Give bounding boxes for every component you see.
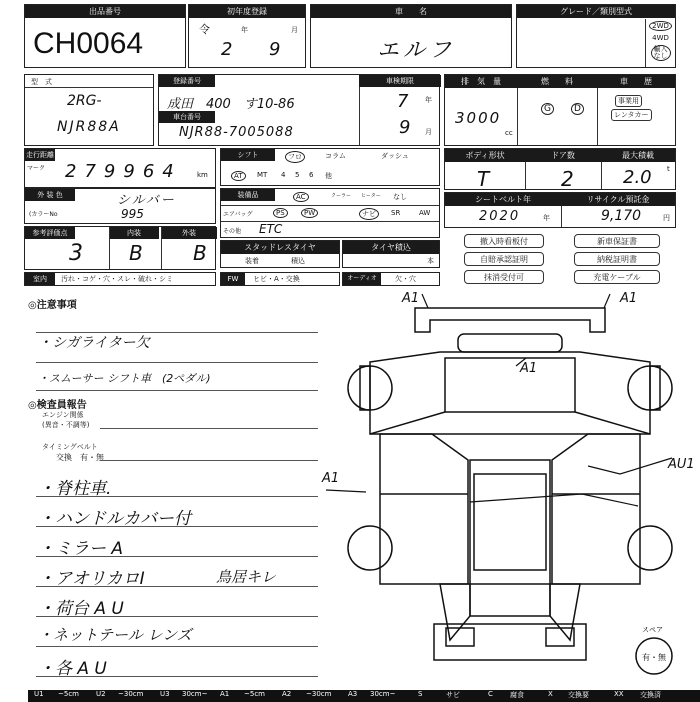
color-box bbox=[24, 188, 216, 224]
score-box bbox=[24, 226, 216, 270]
model-code-value: NJR88A bbox=[57, 119, 121, 135]
note-line: ・シガライター欠 bbox=[38, 335, 150, 351]
notes-label: ◎注意事項 bbox=[28, 300, 77, 311]
inspector-line: ・アオリカロI bbox=[38, 569, 145, 589]
equip-navi: ナビ bbox=[359, 208, 379, 220]
shift-floor: フロ bbox=[285, 151, 305, 163]
legend-code: C bbox=[488, 690, 493, 698]
max-load-unit: t bbox=[667, 165, 670, 173]
recycle-label: リサイクル預託金 bbox=[561, 193, 675, 206]
model-name-label: 車 名 bbox=[311, 5, 511, 18]
history-business: 事業用 bbox=[615, 95, 642, 107]
rear-left-wheel bbox=[348, 526, 392, 570]
model-name-value: エルフ bbox=[377, 38, 456, 63]
legend-code: U3 bbox=[160, 690, 170, 698]
paper-insurance: 自賠承認証明 bbox=[464, 252, 544, 266]
tire-unit: 本 bbox=[427, 257, 434, 265]
paper-arrival-sign: 撤入時看板付 bbox=[464, 234, 544, 248]
paper-tax: 納税証明書 bbox=[574, 252, 660, 266]
model-name-box bbox=[310, 4, 512, 68]
grille bbox=[458, 334, 562, 352]
rear-right-wheel bbox=[628, 526, 672, 570]
paper-new-warranty: 新車保証書 bbox=[574, 234, 660, 248]
score-label: 参考評価点 bbox=[25, 227, 75, 239]
first-reg-month: 9 bbox=[269, 39, 281, 60]
room-box bbox=[24, 272, 216, 286]
shift-label: シフト bbox=[221, 149, 275, 161]
shift-box bbox=[220, 148, 440, 186]
inspection-month-unit: 月 bbox=[425, 128, 432, 136]
mileage-box bbox=[24, 148, 216, 188]
year-unit: 年 bbox=[241, 26, 248, 34]
legend-code: A2 bbox=[282, 690, 292, 698]
studless-loaded: 積込 bbox=[291, 257, 305, 265]
score-value: 3 bbox=[69, 241, 83, 266]
body-box bbox=[444, 148, 676, 190]
equip-heater: ヒーター bbox=[361, 193, 381, 199]
legend-code: A1 bbox=[220, 690, 230, 698]
paper-deregister: 抹消受付可 bbox=[464, 270, 544, 284]
seatbelt-recycle-box bbox=[444, 192, 676, 228]
mileage-digit: 9 bbox=[103, 161, 124, 182]
legend-desc: 交換要 bbox=[568, 691, 589, 699]
month-unit: 月 bbox=[291, 26, 298, 34]
interior-label: 内装 bbox=[109, 227, 159, 239]
equip-cooler: クーラー bbox=[331, 193, 352, 199]
engine-sub: (異音・不調等) bbox=[42, 421, 90, 429]
chassis-no-value: NJR88-7005088 bbox=[179, 125, 294, 140]
spare-value: 有・無 bbox=[642, 653, 666, 662]
displacement-unit: cc bbox=[505, 129, 513, 137]
shift-4: 4 bbox=[281, 171, 286, 179]
displacement-label: 排 気 量 bbox=[445, 75, 517, 88]
mileage-unit: km bbox=[197, 171, 208, 179]
doors-label: ドア数 bbox=[525, 149, 601, 162]
mileage-digit: 2 bbox=[65, 161, 85, 182]
model-code-label: 型 式 bbox=[31, 78, 52, 86]
legend-desc: 30cm~ bbox=[182, 690, 208, 698]
note-line: ・スムーサー シフト車 (2ペダル) bbox=[38, 372, 211, 385]
audio-value: 欠・穴 bbox=[395, 275, 416, 283]
mileage-label: 走行距離 bbox=[26, 151, 54, 159]
engine-box bbox=[444, 74, 676, 146]
chassis-no-label: 車台番号 bbox=[159, 111, 215, 123]
inspection-label: 車検期限 bbox=[359, 75, 441, 87]
exterior-value: B bbox=[193, 241, 207, 265]
color-value: シルバー bbox=[117, 193, 176, 208]
first-reg-year: 2 bbox=[221, 39, 233, 60]
inspector-line: ・ミラー A bbox=[38, 539, 124, 559]
windshield bbox=[445, 358, 575, 412]
seatbelt-unit: 年 bbox=[543, 214, 550, 222]
legend-code: S bbox=[418, 690, 423, 698]
color-label: 外 装 色 bbox=[25, 189, 75, 201]
model-code-prefix: 2RG- bbox=[67, 93, 102, 109]
truck-diagram bbox=[320, 284, 700, 688]
room-value: 汚れ・コゲ・穴・スレ・破れ・シミ bbox=[61, 275, 173, 283]
seatbelt-label: シートベルト年 bbox=[445, 193, 561, 206]
left-door bbox=[380, 434, 468, 584]
equip-aw: AW bbox=[419, 209, 431, 217]
spare-label: スペア bbox=[642, 626, 663, 634]
studless-label: スタッドレスタイヤ bbox=[221, 241, 339, 254]
shift-column: コラム bbox=[325, 152, 346, 160]
equip-other-value: ETC bbox=[259, 222, 283, 236]
cargo-bed bbox=[470, 460, 550, 616]
legend-desc: ~5cm bbox=[244, 690, 265, 698]
equip-none: なし bbox=[393, 193, 407, 201]
legend-desc: 腐食 bbox=[510, 691, 524, 699]
studless-mounted: 装着 bbox=[245, 257, 259, 265]
inspector-label: ◎検査員報告 bbox=[28, 400, 87, 411]
legend-code: X bbox=[548, 690, 553, 698]
legend-desc: ~30cm bbox=[306, 690, 332, 698]
exterior-label: 外装 bbox=[161, 227, 217, 239]
interior-value: B bbox=[129, 241, 143, 265]
legend-code: U1 bbox=[34, 690, 44, 698]
legend-desc: 30cm~ bbox=[370, 690, 396, 698]
fuel-g: G bbox=[541, 103, 554, 115]
fw-value: ヒビ・A・交換 bbox=[253, 275, 300, 283]
shift-6: 6 bbox=[309, 171, 314, 179]
timing-label: タイミングベルト bbox=[42, 443, 98, 451]
recycle-value: 9,170 bbox=[601, 208, 642, 224]
shift-5: 5 bbox=[295, 171, 300, 179]
first-reg-era: 令 bbox=[199, 23, 210, 36]
recycle-unit: 円 bbox=[663, 214, 670, 222]
legend-code: U2 bbox=[96, 690, 106, 698]
inspector-line: ・荷台 A U bbox=[38, 599, 124, 619]
drive-column bbox=[645, 19, 675, 67]
timing-exchange: 交換 有・無 bbox=[56, 453, 104, 462]
inspector-line: ・各 A U bbox=[38, 659, 107, 679]
inspector-line: ・ハンドルカバー付 bbox=[38, 509, 191, 529]
fuel-d: D bbox=[571, 103, 584, 115]
mileage-digit: 9 bbox=[123, 161, 143, 182]
damage-mark: AU1 bbox=[668, 457, 695, 472]
equip-other-label: その他 bbox=[223, 228, 242, 235]
drive-4wd: 4WD bbox=[652, 34, 669, 42]
shift-mt: MT bbox=[257, 171, 268, 179]
shift-at: AT bbox=[231, 171, 246, 181]
legend-desc: サビ bbox=[446, 691, 460, 699]
rear-bumper bbox=[434, 624, 586, 660]
damage-mark: A1 bbox=[620, 291, 638, 306]
mileage-digit: 4 bbox=[162, 161, 182, 182]
inspector-remark: 鳥居キレ bbox=[216, 568, 276, 586]
first-reg-label: 初年度登録 bbox=[189, 5, 305, 18]
reg-no-value: 成田 400 す10-86 bbox=[167, 97, 295, 112]
grade-side-label: 輸入 なし bbox=[651, 45, 671, 61]
seatbelt-value: 2020 bbox=[479, 209, 521, 224]
grade-box bbox=[516, 4, 676, 68]
paper-charge-cable: 充電ケーブル bbox=[574, 270, 660, 284]
inspection-month: 9 bbox=[399, 117, 411, 138]
fuel-label: 燃 料 bbox=[517, 75, 597, 88]
right-door bbox=[552, 434, 640, 584]
reg-no-label: 登録番号 bbox=[159, 75, 215, 87]
body-type-value: T bbox=[477, 167, 490, 191]
inspection-year-unit: 年 bbox=[425, 96, 432, 104]
equip-ac: AC bbox=[293, 192, 309, 202]
equipment-label: 装備品 bbox=[221, 189, 275, 201]
studless-box bbox=[220, 240, 340, 268]
color-sub: (カラーNo bbox=[29, 211, 58, 218]
color-code: 995 bbox=[121, 207, 144, 221]
lot-no-box bbox=[24, 4, 186, 68]
equip-airbag: エアバッグ bbox=[223, 211, 253, 218]
max-load-label: 最大積載 bbox=[601, 149, 675, 162]
damage-mark: A1 bbox=[520, 361, 538, 376]
max-load-value: 2.0 bbox=[623, 167, 652, 188]
legend-code: XX bbox=[614, 690, 624, 698]
body-type-label: ボディ形状 bbox=[445, 149, 525, 162]
mileage-digit: 7 bbox=[84, 161, 104, 182]
doors-value: 2 bbox=[561, 167, 574, 191]
tire-box bbox=[342, 240, 440, 268]
mileage-meter: マーク bbox=[27, 165, 46, 172]
inspector-line: ・脊柱車. bbox=[38, 479, 112, 499]
room-label: 室内 bbox=[25, 273, 55, 285]
lot-no-value: CH0064 bbox=[33, 27, 144, 60]
first-reg-box bbox=[188, 4, 306, 68]
equip-pw: PW bbox=[301, 208, 318, 218]
front-bumper bbox=[415, 308, 605, 332]
legend-desc: ~5cm bbox=[58, 690, 79, 698]
legend-desc: 交換済 bbox=[640, 691, 661, 699]
inspection-year: 7 bbox=[397, 91, 409, 112]
history-rental: レンタカー bbox=[611, 109, 652, 121]
shift-other: 他 bbox=[325, 172, 332, 180]
legend-desc: ~30cm bbox=[118, 690, 144, 698]
model-code-box bbox=[24, 74, 154, 146]
tire-label: タイヤ積込 bbox=[343, 241, 439, 254]
shift-dash: ダッシュ bbox=[381, 152, 409, 160]
lot-no-label: 出品番号 bbox=[25, 5, 185, 18]
equipment-box bbox=[220, 188, 440, 238]
mileage-digit: 6 bbox=[142, 161, 163, 182]
reg-chassis-box bbox=[158, 74, 440, 146]
drive-2wd: 2WD bbox=[649, 21, 672, 31]
engine-label: エンジン関係 bbox=[42, 411, 84, 419]
inspector-line: ・ネットテール レンズ bbox=[38, 626, 192, 644]
damage-mark: A1 bbox=[322, 471, 340, 486]
damage-mark: A1 bbox=[402, 291, 420, 306]
equip-sr: SR bbox=[391, 209, 401, 217]
history-label: 車 歴 bbox=[597, 75, 675, 88]
audio-label: オーディオ bbox=[343, 273, 381, 285]
grade-label: グレード／類別型式 bbox=[517, 5, 675, 18]
equip-ps: PS bbox=[273, 208, 288, 218]
displacement-value: 3000 bbox=[455, 109, 502, 127]
legend-code: A3 bbox=[348, 690, 358, 698]
fw-label: FW bbox=[221, 273, 245, 285]
